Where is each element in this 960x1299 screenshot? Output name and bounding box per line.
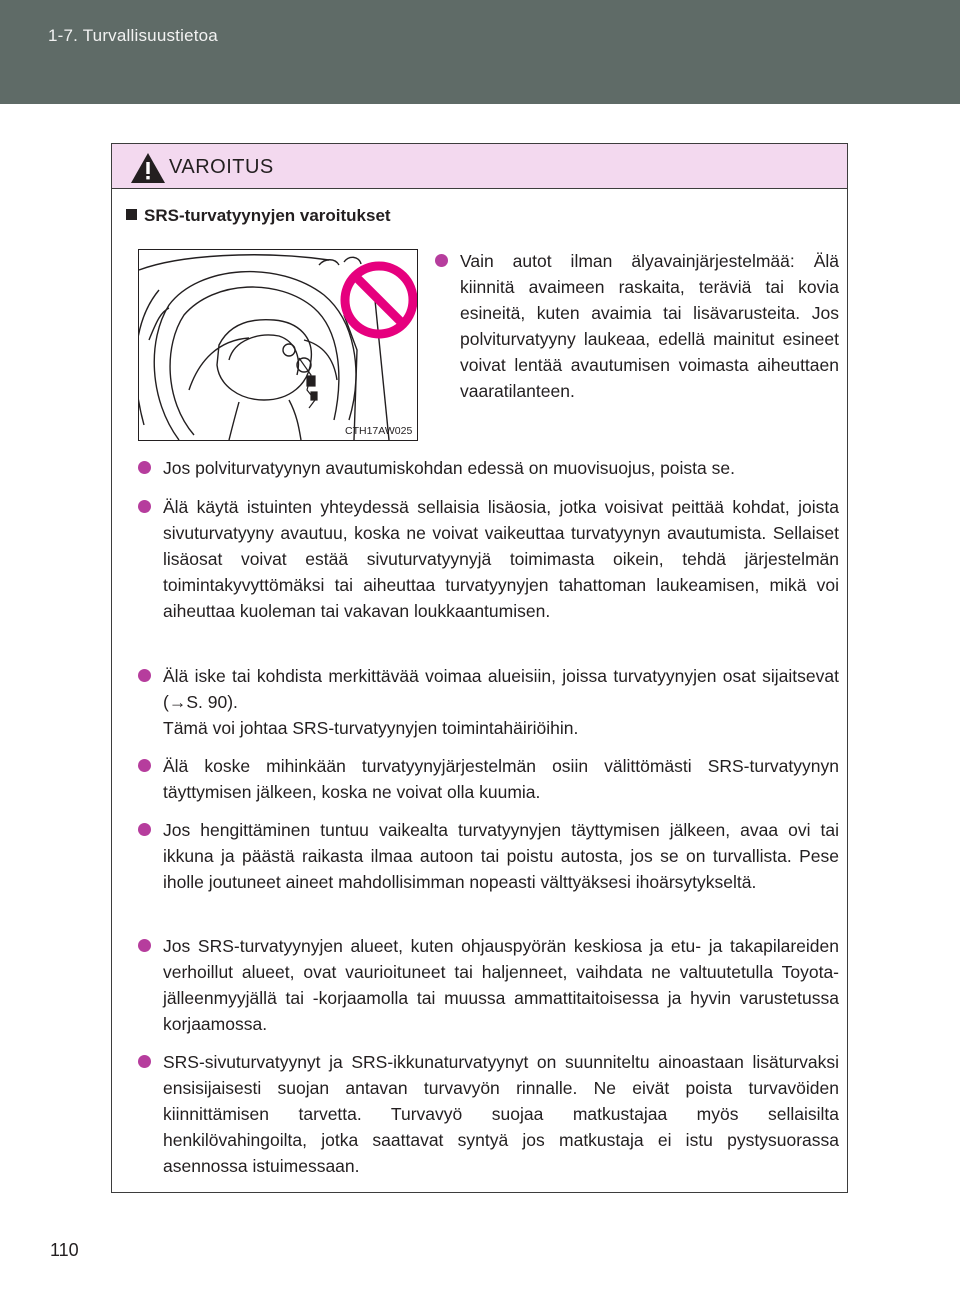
bullet-icon — [138, 1055, 151, 1068]
list-item-note: Tämä voi johtaa SRS-turvatyynyjen toimintahäiriöihin. — [163, 718, 579, 738]
list-item-text: Jos hengittäminen tuntuu vaikealta turvatyynyjen täyttymisen jälkeen, avaa ovi tai ikkuna ja päästä raikasta ilmaa autoon tai poistu autosta, jos se on turvallista. Pese iholle joutuneet aineet mahdollisimman nopeasti välttyäksesi ihoärsytykseltä. — [163, 820, 839, 892]
steering-wheel-drawing — [139, 250, 417, 440]
list-item-text: Jos polviturvatyynyn avautumiskohdan edessä on muovisuojus, poista se. — [163, 458, 735, 478]
list-item-text: Jos SRS-turvatyynyjen alueet, kuten ohjauspyörän keskiosa ja etu- ja takapilareiden verhoillut alueet, ovat vaurioituneet tai haljenneet, vaihdata ne valtuutetulla Toyota-jälleenmyyjällä tai -korjaamolla tai muussa ammattitaitoisessa ja hyvin varustetussa korjaamossa. — [163, 936, 839, 1034]
bullet-icon — [138, 669, 151, 682]
prohibition-icon — [345, 266, 413, 334]
warning-header — [112, 144, 847, 189]
bullet-icon — [435, 254, 448, 267]
list-item-text: Älä käytä istuinten yhteydessä sellaisia lisäosia, jotka voisivat peittää kohdat, joista sivuturvatyyny avautuu, koska ne voivat vaikeuttaa turvatyynyn avautumista. Sellaiset lisäosat voivat estää sivuturvatyynyjä toimimasta oikein, tehdä järjestelmän toimintakyvyttömäksi tai aiheuttaa turvatyynyjen tahattoman laukeamisen, mikä voi aiheuttaa kuoleman tai vakavan loukkaantumisen. — [163, 497, 839, 621]
illustration-code: CTH17AW025 — [345, 425, 413, 437]
warning-triangle-icon — [129, 151, 167, 185]
list-item-text: SRS-sivuturvatyynyt ja SRS-ikkunaturvatyynyt on suunniteltu ainoastaan lisäturvaksi ensisijaisesti suojan antavan turvavyön rinnalle. Ne eivät poista turvavöiden kiinnittämisen tarvetta. Turvavyö suojaa matkustajaa myös sellaisilta henkilövahingoilta, jotka saattavat syntyä jos matkustaja ei istu pystysuorassa asennossa istuimessaan. — [163, 1052, 839, 1176]
list-item — [138, 663, 839, 741]
list-item — [138, 933, 839, 1037]
bullet-icon — [138, 461, 151, 474]
list-item — [138, 494, 839, 624]
section-header-title: 1-7. Turvallisuustietoa — [48, 26, 218, 45]
page-number: 110 — [50, 1240, 79, 1260]
list-item-body — [163, 663, 839, 741]
list-item-text: Älä koske mihinkään turvatyynyjärjestelmän osiin välittömästi SRS-turvatyynyn täyttymisen jälkeen, koska ne voivat olla kuumia. — [163, 756, 839, 802]
list-item — [138, 455, 839, 481]
list-item-text: Älä iske tai kohdista merkittävää voimaa alueisiin, joissa turvatyynyjen osat sijaitsevat (→S. 90). — [163, 666, 839, 712]
list-item-text: Vain autot ilman älyavainjärjestelmää: Älä kiinnitä avaimeen raskaita, teräviä tai kovia esineitä, kuten avaimia tai lisävarusteita. Jos polviturvatyyny laukeaa, edellä mainitut esineet voivat lentää avautumisen voimasta aiheuttaen vaaratilanteen. — [460, 251, 839, 401]
bullet-icon — [138, 823, 151, 836]
list-item — [138, 753, 839, 805]
bullet-icon — [138, 500, 151, 513]
section-heading-text: SRS-turvatyynyjen varoitukset — [144, 206, 391, 225]
warning-label: VAROITUS — [169, 156, 274, 178]
list-item — [138, 817, 839, 895]
square-bullet-icon — [126, 209, 137, 220]
warning-box — [111, 143, 848, 1193]
section-heading — [126, 206, 391, 226]
list-item — [435, 248, 839, 404]
header-band — [0, 0, 960, 104]
bullet-icon — [138, 759, 151, 772]
list-item — [138, 1049, 839, 1179]
steering-wheel-illustration — [138, 249, 418, 441]
bullet-icon — [138, 939, 151, 952]
